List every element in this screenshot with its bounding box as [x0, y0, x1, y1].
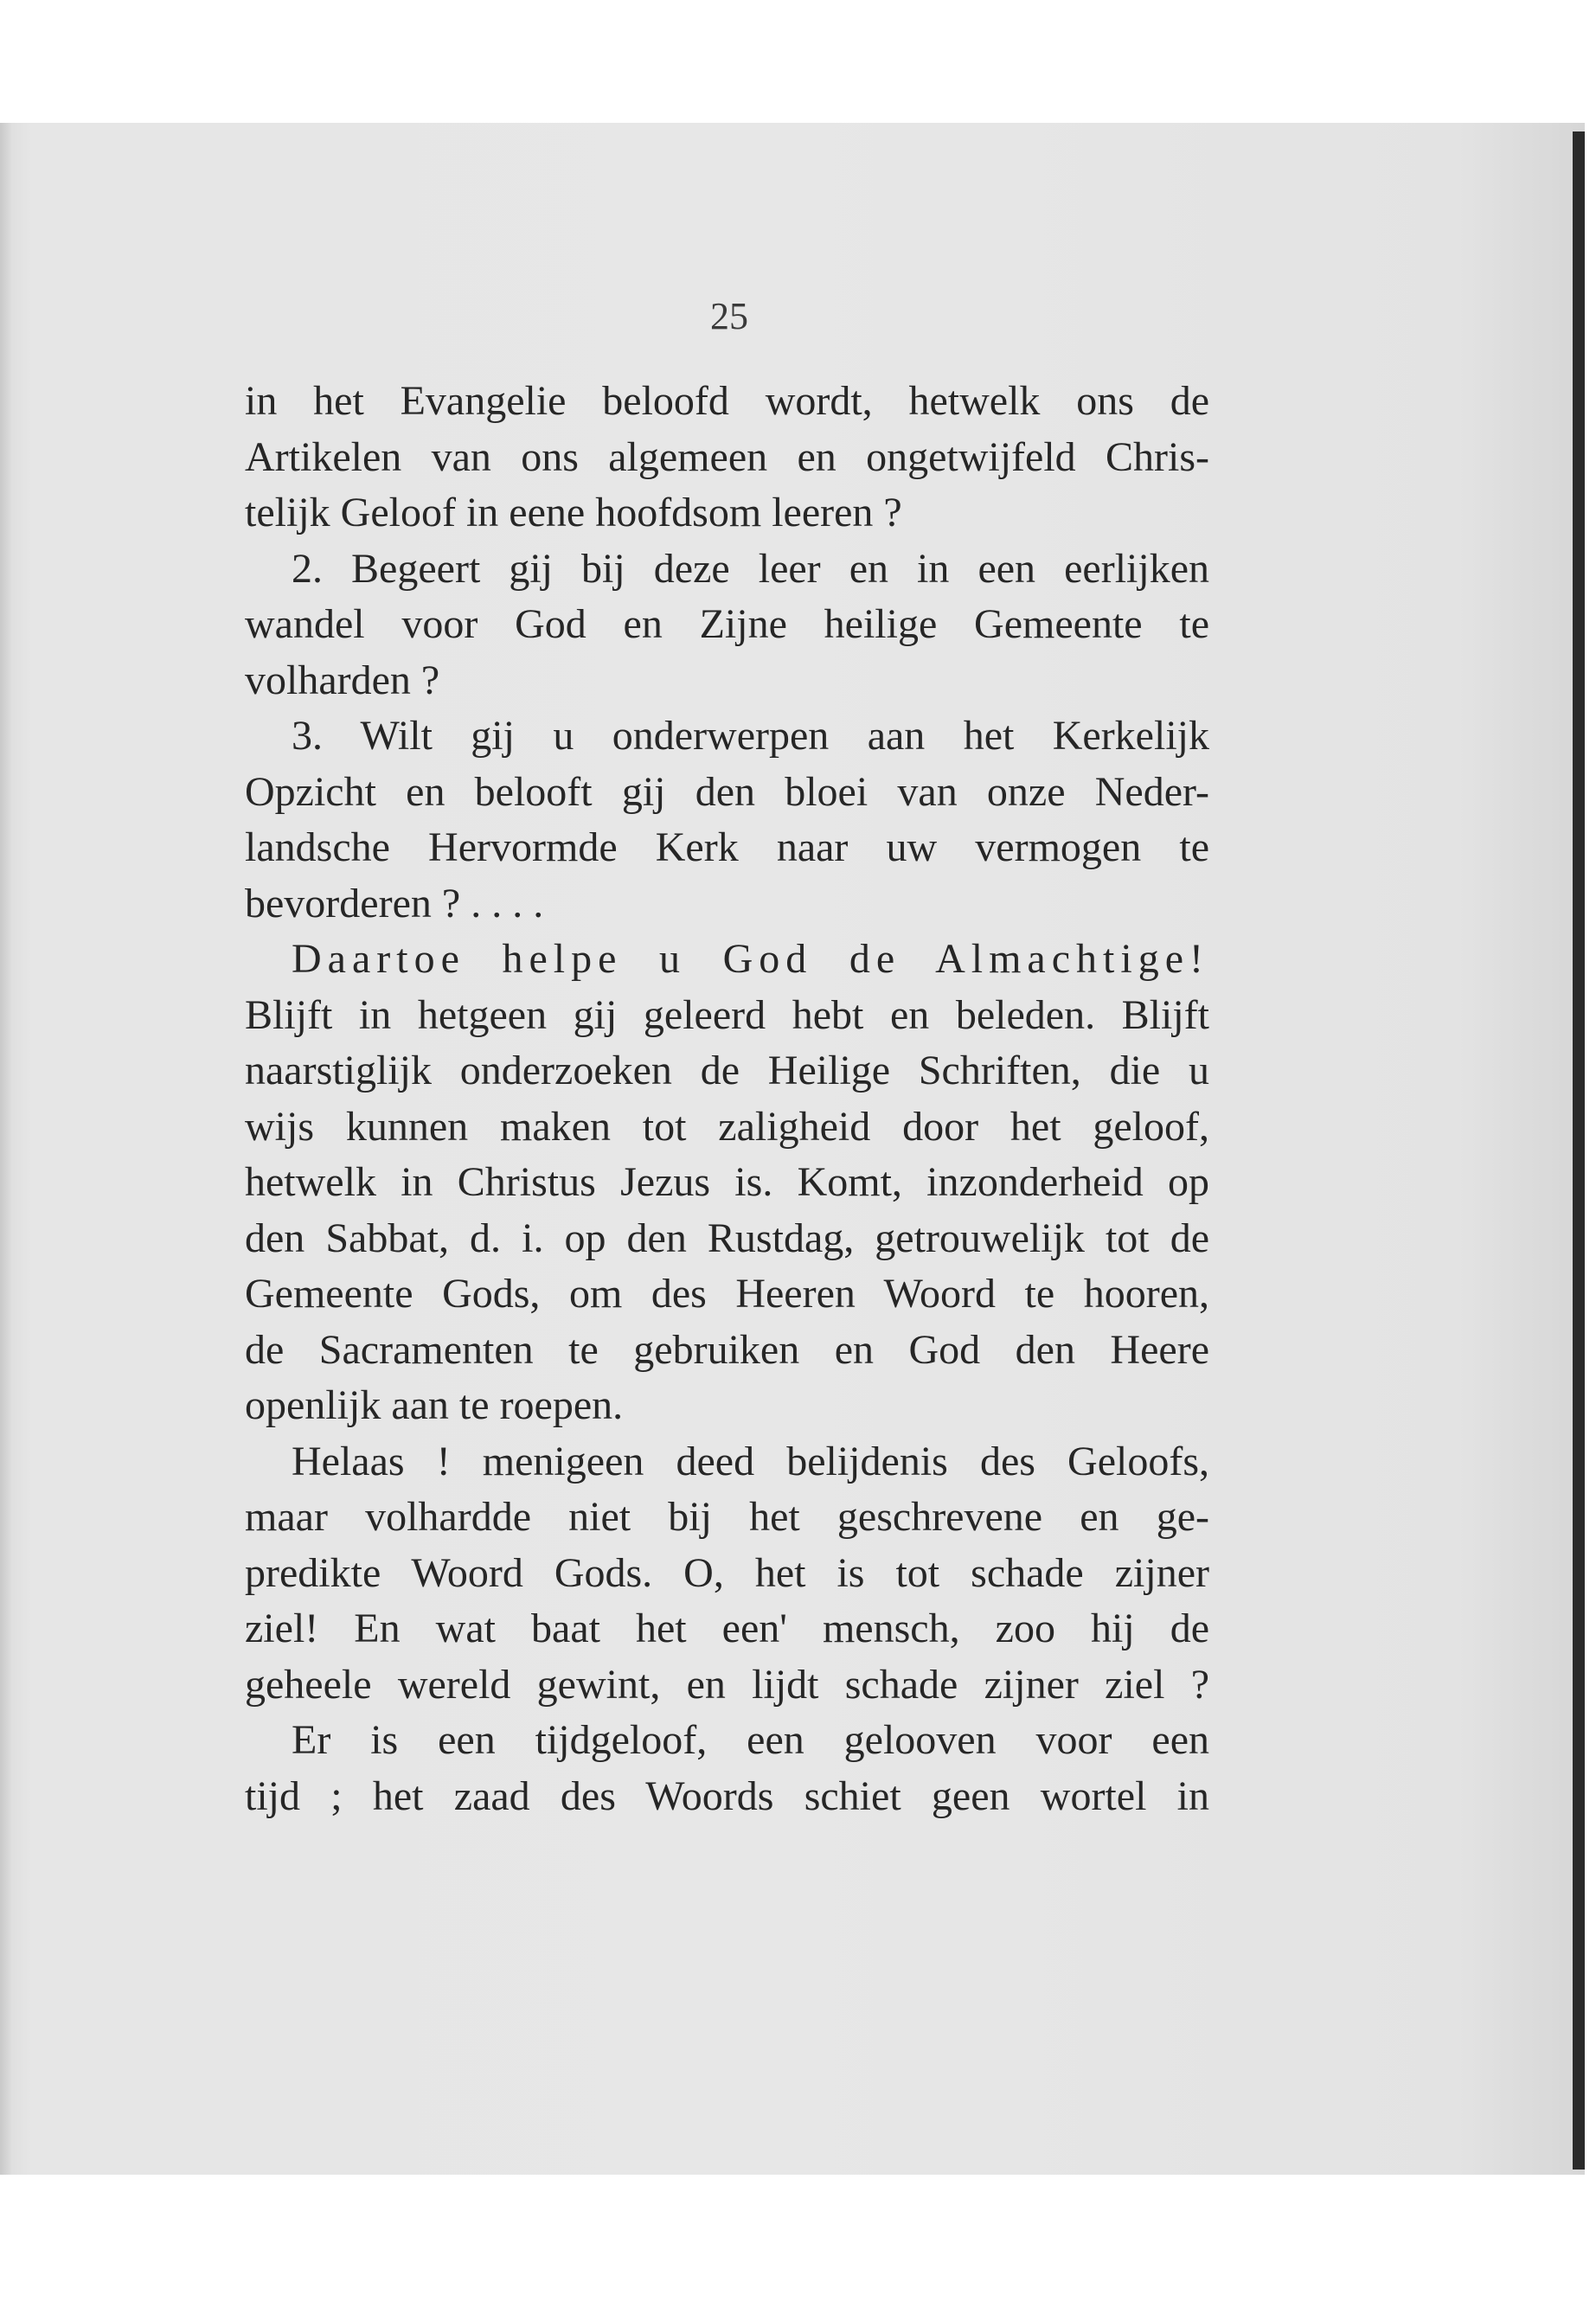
- book-page: [0, 123, 1585, 2175]
- text-line: den Sabbat, d. i. op den Rustdag, getrouwelijk tot de: [245, 1215, 1209, 1261]
- page-number: 25: [710, 295, 748, 337]
- text-line: landsche Hervormde Kerk naar uw vermogen te: [245, 824, 1209, 870]
- text-line: openlijk aan te roepen.: [245, 1382, 624, 1428]
- text-line: volharden ?: [245, 657, 440, 703]
- text-line: wandel voor God en Zijne heilige Gemeente te: [245, 601, 1209, 647]
- page-right-edge: [1573, 131, 1585, 2170]
- text-line: ziel! En wat baat het een' mensch, zoo hij de: [245, 1606, 1209, 1651]
- text-line: Helaas ! menigeen deed belijdenis des Geloofs,: [292, 1438, 1209, 1484]
- text-line: Artikelen van ons algemeen en ongetwijfeld Chris-: [245, 433, 1209, 480]
- text-line: telijk Geloof in eene hoofdsom leeren ?: [245, 490, 902, 535]
- text-line: geheele wereld gewint, en lijdt schade zijner ziel ?: [245, 1661, 1209, 1708]
- text-line: Gemeente Gods, om des Heeren Woord te hooren,: [245, 1271, 1209, 1317]
- text-line: in het Evangelie beloofd wordt, hetwelk ons de: [245, 378, 1209, 424]
- text-line: 3. Wilt gij u onderwerpen aan het Kerkelijk: [292, 713, 1209, 759]
- body-text: [245, 374, 1209, 1824]
- page-binding-shadow: [0, 123, 12, 2175]
- text-line: wijs kunnen maken tot zaligheid door het geloof,: [245, 1103, 1209, 1150]
- text-line: maar volhardde niet bij het geschrevene en ge-: [245, 1494, 1209, 1540]
- text-line: tijd ; het zaad des Woords schiet geen wortel in: [245, 1772, 1209, 1819]
- text-line: Blijft in hetgeen gij geleerd hebt en beleden. Blijft: [245, 991, 1209, 1038]
- text-line: hetwelk in Christus Jezus is. Komt, inzonderheid op: [245, 1159, 1209, 1205]
- text-line: predikte Woord Gods. O, het is tot schade zijner: [245, 1549, 1209, 1596]
- text-line: 2. Begeert gij bij deze leer en in een eerlijken: [292, 545, 1209, 592]
- text-line: bevorderen ? . . . .: [245, 880, 544, 926]
- text-line: naarstiglijk onderzoeken de Heilige Schriften, die u: [245, 1048, 1209, 1093]
- text-line: Opzicht en belooft gij den bloei van onze Neder-: [245, 768, 1209, 815]
- text-line: Er is een tijdgeloof, een gelooven voor een: [292, 1717, 1209, 1763]
- text-line: de Sacramenten te gebruiken en God den Heere: [245, 1326, 1209, 1373]
- text-line-emphasis: Daartoe helpe u God de Almachtige!: [292, 936, 1209, 982]
